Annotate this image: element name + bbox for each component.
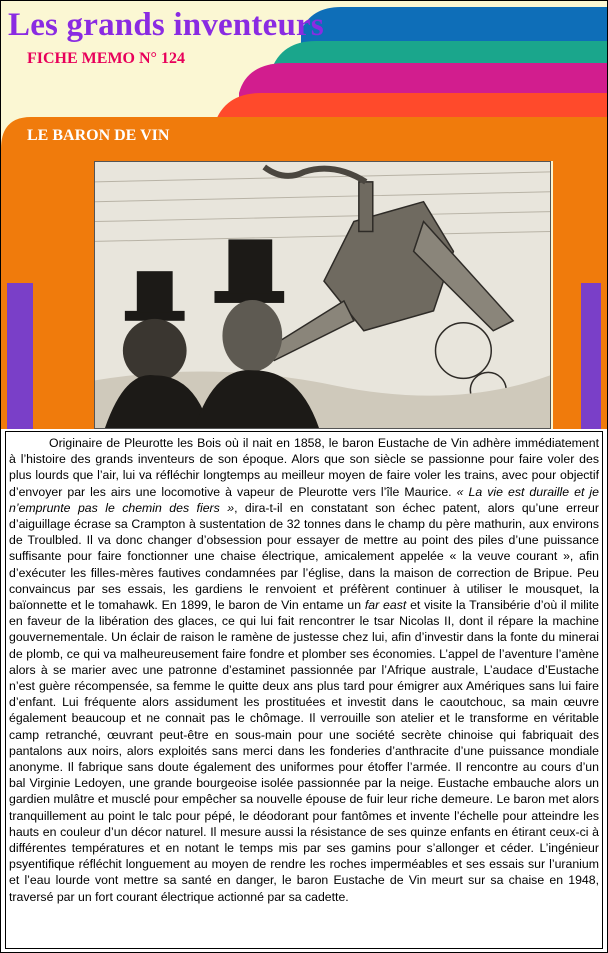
article-text-part1: Originaire de Pleurotte les Bois où il nait en 1858, le baron Eustache de Vin adhère immédiatement à l’histoire des grands inventeurs de son époque. Alors que son siècle se passionne pour faire voler des plus lourds que l’air, lui va réfléchir longtemps au meilleur moyen de faire voler les trains, avec pour objectif d’envoyer par les airs une locomotive à vapeur de Pleurotte vers l’île Maurice.	[9, 436, 599, 499]
page-title: Les grands inventeurs	[8, 7, 324, 43]
article-body	[5, 431, 603, 949]
article-paragraph	[9, 435, 599, 905]
article-text-part3: et visite la Transibérie d’où il milite en faveur de la libération des glaces, ce qui lui fait rencontrer le tsar Nicolas II, dont il répare la machine gouvernementale. Un éclair de raison le ramène de justesse chez lui, afin d’investir dans la fonte du minerai de plomb, ce qui va malheureusement faire fondre et plomber ses économies. L’appel de l’aventure l’amène alors à se marier avec une patronne d’estaminet passionnée par l’Afrique australe, L’audace d’Eustache n’est guère récompensée, sa femme le quitte deux ans plus tard pour émigrer aux Amériques sans lui faire d’enfant. Lui fréquente alors assidument les prostituées et investit dans le caoutchouc, sa main œuvre également beaucoup et ne connait pas le chômage. Il verrouille son atelier et le transforme en véritable camp retranché, œuvrant peut-être en sous-main pour une société secrète chinoise qui fabriquait des pantalons aux noirs, alors exploités sans merci dans les fonderies d’anthracite d’une puissance mondiale anonyme. Il fabrique sans doute également des uniformes pour étoffer l’armée. Il rencontre au cours d’un bal Virginie Ledoyen, une grande bourgeoise isolée passionnée par la neige. Eustache embauche alors un gardien mulâtre et musclé pour empêcher sa nouvelle épouse de fuir leur riche demeure. Le baron met alors tranquillement au point le talc pour pépé, le déodorant pour fantômes et invente l’échelle pour atteindre les hauts en couleur d’un décor naturel. Il mesure aussi la résistance de ses quinze enfants en étirant ceux-ci à différentes températures et en notant le temps mis par ses gamins pour s’allonger et céder. L’ingénieur psyentifique réfléchit longuement au moyen de rendre les roches imperméables et ses essais sur l’uranium et l’eau lourde vont mettre sa santé en danger, le baron Eustache de Vin meurt sur sa chaise en 1948, traversé par un fort courant électrique actionné par sa cadette.	[9, 598, 599, 904]
article-far-east: far east	[364, 598, 407, 613]
section-heading: LE BARON DE VIN	[27, 127, 170, 144]
engraving-illustration	[94, 161, 551, 429]
article-quote: « La vie est duraille et je n’emprunte pas le chemin des fiers »	[9, 484, 599, 515]
article-text-part2: , dira-t-il en constatant son échec patent, alors qu’une erreur d’aiguillage écrase sa Crampton à sustentation de 32 tonnes dans le champ du père mathurin, aux environs de Troulbled. Il va donc changer d’obsession pour essayer de mettre au point des piles d’une puissance suffisante pour faire fonctionner une chaise électrique, amicalement appelée « la veuve courant », afin d’exécuter les filles-mères fautives condamnées par l’église, dans la maison de correction de Bripue. Peu convaincus par ses essais, les gardiens le renvoient et préfèrent continuer à utiliser le mousquet, la baïonnette et le tomahawk. En 1899, le baron de Vin entame un	[9, 500, 599, 613]
memo-number: FICHE MEMO N° 124	[27, 50, 185, 67]
